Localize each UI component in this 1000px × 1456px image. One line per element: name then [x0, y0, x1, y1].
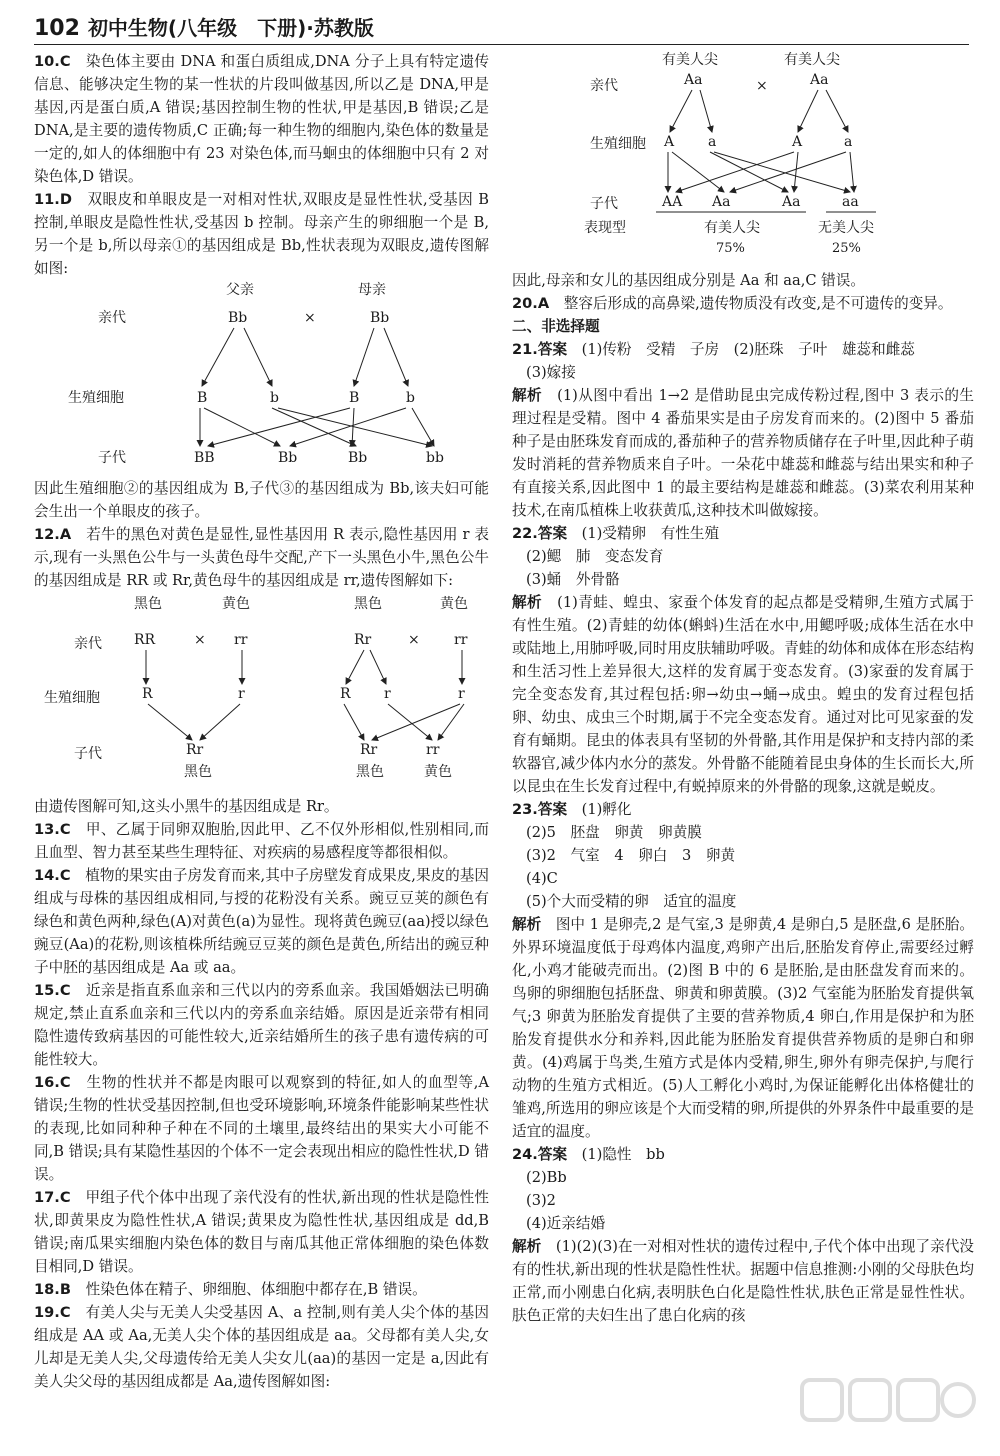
gamete-1: A [664, 134, 675, 150]
child-2: Aa [712, 194, 731, 210]
parent-2: Aa [810, 72, 829, 88]
answer-14: 14.C 植物的果实由子房发育而来,其中子房壁发育成果皮,果皮的基因组成与母株的基因组成相同,与授的花粉没有关系。豌豆豆荚的颜色有绿色和黄色两种,绿色(A)对黄色(a)为显性。现将黄色豌豆(aa)授以绿色豌豆(Aa)的花粉,则该植株所结豌豆豆荚的颜色是黄色,所结出的豌豆种子中胚的基因组成是 Aa 或 aa。 [34, 867, 489, 976]
answer-11-conclusion: 因此生殖细胞②的基因组成为 B,子代③的基因组成为 Bb,该夫妇可能会生出一个单眼皮的孩子。 [34, 480, 489, 520]
gamete-2: b [270, 390, 279, 406]
watermark-logo [798, 1374, 978, 1444]
row-parent: 亲代 [74, 636, 102, 652]
answer-22-line2: (2)鳃 肺 变态发育 [526, 548, 664, 565]
pheno-2: 无美人尖 [818, 220, 874, 236]
child-3: Bb [348, 450, 368, 466]
page-number: 102 [34, 16, 80, 41]
row-gamete: 生殖细胞 [68, 390, 124, 406]
row-child: 子代 [98, 450, 126, 466]
answer-24-line3: (3)2 [526, 1192, 556, 1209]
label-top-2: 有美人尖 [784, 52, 840, 68]
child-3: Aa [782, 194, 801, 210]
answer-12-conclusion: 由遗传图解可知,这头小黑牛的基因组成是 Rr。 [34, 798, 339, 815]
book-title: 初中生物(八年级 下册)·苏教版 [87, 16, 374, 40]
answer-13: 13.C 甲、乙属于同卵双胞胎,因此甲、乙不仅外形相似,性别相同,而且血型、智力甚至某些生理特征、对疾病的易感程度等都很相似。 [34, 821, 489, 861]
page-header [34, 12, 374, 41]
gamete-r-b1: r [384, 686, 391, 702]
right-column [512, 50, 974, 1327]
label-black-b: 黑色 [354, 596, 382, 612]
answer-24: 24.答案 (1)隐性 bb [512, 1146, 665, 1163]
parent-RR: RR [134, 632, 156, 648]
genetics-diagram-19 [512, 50, 974, 262]
gamete-R: R [142, 686, 153, 702]
gamete-3: B [349, 390, 360, 406]
answer-10: 10.C 染色体主要由 DNA 和蛋白质组成,DNA 分子上具有特定遗传信息、能够决定生物的某一性状的片段叫做基因,所以乙是 DNA,甲是基因,丙是蛋白质,A 错误;基因控制生物的性状,甲是基因,B 错误;乙是 DNA,是主要的遗传物质,C 正确;每一种生物的细胞内,染色体的数量是一定的,如人的体细胞中有 23 对染色体,而马蛔虫的体细胞中只有 2 对染色体,D 错误。 [34, 53, 489, 185]
row-child: 子代 [590, 196, 618, 212]
child-4: aa [842, 194, 859, 210]
child-black: 黑色 [184, 764, 212, 780]
cross-arrows-19 [668, 90, 854, 192]
gamete-4: b [406, 390, 415, 406]
label-black-a: 黑色 [134, 596, 162, 612]
parent-rr: rr [234, 632, 248, 648]
answer-19: 19.C 有美人尖与无美人尖受基因 A、a 控制,则有美人尖个体的基因组成是 AA 或 Aa,无美人尖个体的基因组成是 aa。父母都有美人尖,女儿却是无美人尖,父母遗传给无美人尖女儿(aa)的基因一定是 a,因此有美人尖父母的基因组成都是 Aa,遗传图解如图: [34, 1304, 489, 1390]
cross-arrows-12 [146, 650, 464, 740]
gamete-r-b2: r [458, 686, 465, 702]
answer-11: 11.D 双眼皮和单眼皮是一对相对性状,双眼皮是显性性状,受基因 B 控制,单眼皮是隐性性状,受基因 b 控制。母亲产生的卵细胞一个是 B,另一个是 b,所以母亲①的基因组成是 Bb,性状表现为双眼皮,遗传图解如图: [34, 191, 489, 277]
label-top-1: 有美人尖 [662, 52, 718, 68]
answer-18: 18.B 性染色体在精子、卵细胞、体细胞中都存在,B 错误。 [34, 1281, 427, 1298]
row-child: 子代 [74, 746, 102, 762]
row-pheno: 表现型 [584, 220, 626, 236]
pct-2: 25% [832, 241, 861, 256]
analysis-23: 解析 图中 1 是卵壳,2 是气室,3 是卵黄,4 是卵白,5 是胚盘,6 是胚胎。外界环境温度低于母鸡体内温度,鸡卵产出后,胚胎发育停止,需要经过孵化,小鸡才能破壳而出。(2)图 B 中的 6 是胚胎,是由胚盘发育而来的。鸟卵的卵细胞包括胚盘、卵黄和卵黄膜。(3)2 气室能为胚胎发育提供氧气;3 卵黄为胚胎发育提供了主要的营养物质,4 卵白,作用是保护和为胚胎发育提供水分和养料,因此能为胚胎发育提供营养物质的是卵白和卵黄。(4)鸡属于鸟类,生殖方式是体内受精,卵生,卵外有卵壳保护,与爬行动物的生殖方式相近。(5)人工孵化小鸡时,为保证能孵化出体格健壮的雏鸡,所选用的卵应该是个大而受精的卵,所提供的外界条件中最重要的是适宜的温度。 [512, 916, 974, 1140]
cross-mark: × [304, 310, 316, 326]
answer-23-line3: (3)2 气室 4 卵白 3 卵黄 [526, 847, 736, 864]
child-rr-b: rr [426, 742, 440, 758]
gamete-R-b: R [340, 686, 351, 702]
row-parent: 亲代 [98, 310, 126, 326]
cross-mark: × [756, 78, 768, 94]
cross-a: × [194, 632, 206, 648]
cross-b: × [408, 632, 420, 648]
child-yellow-b: 黄色 [424, 764, 452, 780]
child-Rr: Rr [186, 742, 204, 758]
gamete-3: A [792, 134, 803, 150]
child-4: bb [426, 450, 444, 466]
gamete-2: a [708, 134, 717, 150]
genetics-diagram-12 [34, 592, 489, 788]
row-parent: 亲代 [590, 78, 618, 94]
genetics-diagram-11 [34, 280, 489, 470]
answer-15: 15.C 近亲是指直系血亲和三代以内的旁系血亲。我国婚姻法已明确规定,禁止直系血亲和三代以内的旁系血亲结婚。原因是近亲带有相同隐性遗传致病基因的可能性较大,近亲结婚所生的孩子患有遗传病的可能性较大。 [34, 982, 489, 1068]
header-rule [34, 44, 969, 45]
answer-23-line5: (5)个大而受精的卵 适宜的温度 [526, 893, 737, 910]
answer-22: 22.答案 (1)受精卵 有性生殖 [512, 525, 720, 542]
pct-1: 75% [716, 241, 745, 256]
answer-12: 12.A 若牛的黑色对黄色是显性,显性基因用 R 表示,隐性基因用 r 表示,现有一头黑色公牛与一头黄色母牛交配,产下一头黑色小牛,黑色公牛的基因组成是 RR 或 Rr,黄色母牛的基因组成是 rr,遗传图解如下: [34, 526, 489, 589]
analysis-21: 解析 (1)从图中看出 1→2 是借助昆虫完成传粉过程,图中 3 表示的生理过程是受精。图中 4 番茄果实是由子房发育而来的。(2)图中 5 番茄种子是由胚珠发育而成的,番茄种子的营养物质储存在子叶里,因此种子萌发时消耗的营养物质来自子叶。一朵花中雄蕊和雌蕊与结出果实和种子有直接关系,因此图中 1 的最主要结构是雄蕊和雌蕊。(3)菜农利用某种技术,在南瓜植株上收获黄瓜,这种技术叫做嫁接。 [512, 387, 974, 519]
child-1: AA [662, 194, 683, 210]
gamete-1: B [197, 390, 208, 406]
answer-19-conclusion: 因此,母亲和女儿的基因组成分别是 Aa 和 aa,C 错误。 [512, 272, 865, 289]
child-2: Bb [278, 450, 298, 466]
child-Rr-b: Rr [360, 742, 378, 758]
answer-23-line4: (4)C [526, 870, 558, 887]
label-yellow-b: 黄色 [440, 596, 468, 612]
parent-2: Bb [370, 310, 390, 326]
child-black-b: 黑色 [356, 764, 384, 780]
row-gamete: 生殖细胞 [590, 136, 646, 152]
analysis-22: 解析 (1)青蛙、蝗虫、家蚕个体发育的起点都是受精卵,生殖方式属于有性生殖。(2)青蛙的幼体(蝌蚪)生活在水中,用鳃呼吸;成体生活在水中或陆地上,用肺呼吸,同时用皮肤辅助呼吸。青蛙的幼体和成体在形态结构和生活习性上差异很大,这样的发育属于变态发育。(3)家蚕的发育属于完全变态发育,其过程包括:卵→幼虫→蛹→成虫。蝗虫的发育过程包括卵、幼虫、成虫三个时期,属于不完全变态发育。通过对比可见家蚕的发育有蛹期。昆虫的体表具有坚韧的外骨骼,其作用是保护和支持内部的柔软器官,减少体内水分的蒸发。外骨骼不能随着昆虫身体的生长而长大,所以昆虫在生长发育过程中,有蜕掉原来的外骨骼的现象,这就是蜕皮。 [512, 594, 974, 795]
parent-Rr: Rr [354, 632, 372, 648]
parent-1: Bb [228, 310, 248, 326]
label-yellow-a: 黄色 [222, 596, 250, 612]
answer-24-line4: (4)近亲结婚 [526, 1215, 606, 1232]
answer-23-line2: (2)5 胚盘 卵黄 卵黄膜 [526, 824, 702, 841]
row-gamete: 生殖细胞 [44, 690, 100, 706]
answer-16: 16.C 生物的性状并不都是肉眼可以观察到的特征,如人的血型等,A 错误;生物的性状受基因控制,但也受环境影响,环境条件能影响某些性状的表现,比如同种种子种在不同的土壤里,最终结出的果实大小可能不同,B 错误;具有某隐性基因的个体不一定会表现出相应的隐性性状,D 错误。 [34, 1074, 489, 1183]
answer-24-line2: (2)Bb [526, 1169, 567, 1186]
cross-arrows [200, 328, 434, 446]
left-column [34, 50, 489, 1393]
answer-17: 17.C 甲组子代个体中出现了亲代没有的性状,新出现的性状是隐性性状,即黄果皮为隐性性状,A 错误;黄果皮为隐性性状,基因组成是 dd,B 错误;南瓜果实细胞内染色体的数目与南瓜其他正常体细胞的染色体数目相同,D 错误。 [34, 1189, 489, 1275]
answer-23: 23.答案 (1)孵化 [512, 801, 632, 818]
section-title: 二、非选择题 [512, 318, 600, 335]
gamete-4: a [844, 134, 853, 150]
parent-rr-b: rr [454, 632, 468, 648]
answer-21: 21.答案 (1)传粉 受精 子房 (2)胚珠 子叶 雄蕊和雌蕊 [512, 341, 915, 358]
answer-21-line2: (3)嫁接 [526, 364, 576, 381]
answer-22-line3: (3)蛹 外骨骼 [526, 571, 620, 588]
child-1: BB [194, 450, 215, 466]
label-mother: 母亲 [358, 282, 386, 298]
pheno-1: 有美人尖 [704, 220, 760, 236]
label-father: 父亲 [226, 282, 254, 298]
gamete-r: r [238, 686, 245, 702]
parent-1: Aa [684, 72, 703, 88]
answer-20: 20.A 整容后形成的高鼻梁,遗传物质没有改变,是不可遗传的变异。 [512, 295, 953, 312]
analysis-24: 解析 (1)(2)(3)在一对相对性状的遗传过程中,子代个体中出现了亲代没有的性状,新出现的性状是隐性性状。据题中信息推测:小刚的父母肤色均正常,而小刚患白化病,表明肤色白化是隐性性状,肤色正常是显性性状。肤色正常的夫妇生出了患白化病的孩 [512, 1238, 974, 1324]
